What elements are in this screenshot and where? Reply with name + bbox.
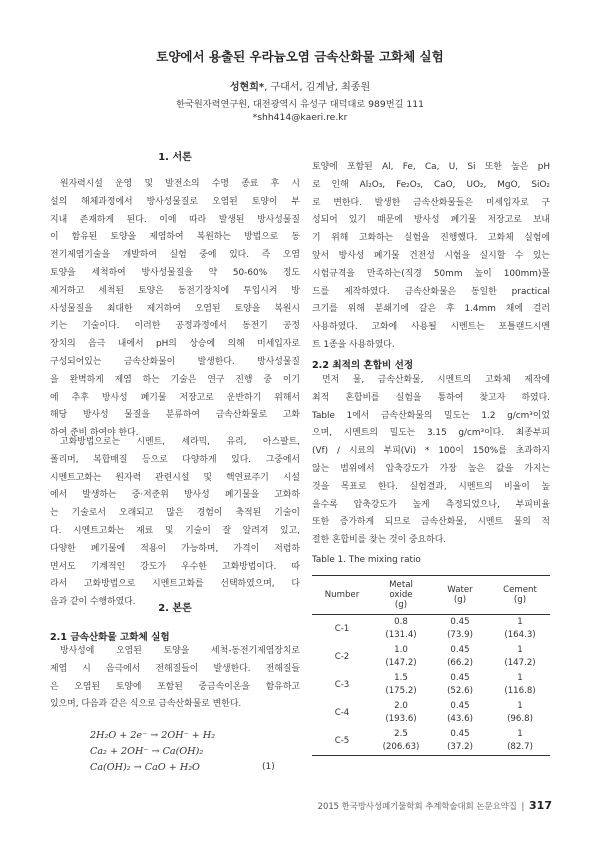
equation-number: (1) bbox=[262, 762, 275, 772]
table-caption: Table 1. The mixing ratio bbox=[312, 555, 421, 565]
table-row bbox=[312, 671, 550, 699]
metal-grams: (131.4) bbox=[385, 630, 417, 640]
column-header-text: oxide bbox=[389, 590, 413, 600]
text-line: 제거하고 세척된 토양은 동전기장치에 투입시켜 방 bbox=[50, 285, 300, 296]
water-grams: (66.2) bbox=[447, 658, 473, 668]
column-header bbox=[312, 576, 372, 614]
column-header bbox=[372, 576, 430, 614]
column-header bbox=[430, 576, 490, 614]
cement-grams: (147.2) bbox=[504, 658, 536, 668]
text-line: 음과 같이 수행하였다. bbox=[50, 597, 136, 608]
column2-paragraph bbox=[312, 159, 550, 355]
row-number: C-4 bbox=[334, 708, 350, 718]
cement-grams: (116.8) bbox=[504, 686, 536, 696]
text-line: 기 위해 고화하는 실험을 진행했다. 고화체 실험에 bbox=[312, 233, 550, 244]
text-line: 최적 혼합비를 실험을 통하여 찾고자 하였다. bbox=[312, 392, 550, 403]
text-line: 드를 제작하였다. 금속산화물은 동일한 practical bbox=[312, 286, 550, 297]
column-header-text: Metal bbox=[389, 580, 413, 590]
metal-grams: (193.6) bbox=[385, 714, 417, 724]
text-line: 또한 증가하게 되므로 금속산화물, 시멘트 물의 적 bbox=[312, 517, 550, 528]
text-line: 장치의 음극 내에서 pH의 상승에 의해 미세입자로 bbox=[50, 339, 300, 350]
intro-paragraph-2 bbox=[50, 434, 300, 612]
water-ratio: 0.45 bbox=[450, 617, 470, 627]
author-line bbox=[0, 78, 600, 93]
metal-grams: (147.2) bbox=[385, 658, 417, 668]
metal-ratio: 2.0 bbox=[394, 701, 408, 711]
text-line: 전기제염기술을 개발하여 실험 중에 있다. 즉 오염 bbox=[50, 250, 300, 261]
cement-grams: (82.7) bbox=[507, 742, 533, 752]
text-line: 에서 발생하는 중·저준위 방사성 폐기물을 고화하 bbox=[50, 490, 300, 501]
lead-author: 성현희 bbox=[229, 82, 259, 93]
text-line: 은 오염된 토양에 포함된 중금속이온을 함유하고 bbox=[50, 681, 300, 692]
text-line: 으며, 시멘트의 밀도는 3.15 g/cm³이다. 최종부피 bbox=[312, 428, 550, 439]
text-line: 토양을 세척하여 방사성물질을 약 50-60% 정도 bbox=[50, 267, 300, 278]
text-line: 라서 고화방법으로 시멘트고화를 선택하였으며, 다 bbox=[50, 579, 300, 590]
section-2-2-heading: 2.2 최적의 혼합비 선정 bbox=[312, 360, 414, 371]
water-ratio: 0.45 bbox=[450, 673, 470, 683]
table-header bbox=[312, 576, 550, 615]
text-line: 트 1종을 사용하였다. bbox=[312, 339, 395, 350]
metal-ratio: 0.8 bbox=[394, 617, 408, 627]
cement-ratio: 1 bbox=[517, 645, 523, 655]
text-line: 먼저 물, 금속산화물, 시멘트의 고화체 제작에 bbox=[322, 375, 550, 385]
equation-2: Ca₂ + 2OH⁻ → Ca(OH)₂ bbox=[90, 746, 204, 757]
table-row bbox=[312, 727, 550, 755]
text-line: 로 변한다. 발생한 금속산화물들은 미세입자로 구 bbox=[312, 197, 550, 208]
affiliation: 한국원자력연구원, 대전광역시 유성구 대덕대로 989번길 111 bbox=[176, 99, 424, 110]
section-2-1-heading: 2.1 금속산화물 고화체 실험 bbox=[50, 632, 170, 643]
text-line: 시멘트고화는 원자력 관련시설 및 핵연료주기 시설 bbox=[50, 472, 300, 483]
intro-paragraph-1 bbox=[50, 176, 300, 443]
metal-ratio: 2.5 bbox=[394, 729, 408, 739]
text-line: 면서도 기계적인 강도가 우수한 고화방법이다. 따 bbox=[50, 561, 300, 572]
intro-heading: 1. 서론 bbox=[158, 152, 192, 163]
metal-ratio: 1.0 bbox=[394, 645, 408, 655]
coauthors: , 구대서, 김계남, 최종원 bbox=[264, 82, 371, 93]
footer-text: 2015 한국방사성폐기물학회 추계학술대회 논문요약집 bbox=[317, 801, 517, 811]
lead-author-mark: * bbox=[258, 82, 265, 93]
text-line: 고화방법으로는 시멘트, 세라믹, 유리, 아스팔트, bbox=[60, 437, 300, 447]
text-line: 키는 기술이다. 이러한 공정과정에서 동전기 공정 bbox=[50, 321, 300, 332]
text-line: 절한 혼합비를 찾는 것이 중요하다. bbox=[312, 535, 447, 546]
text-line: 이 함유된 토양을 제염하여 복원하는 방법으로 동 bbox=[50, 232, 300, 243]
text-line: 토양에 포함된 Al, Fe, Ca, U, Si 또한 높은 pH bbox=[312, 162, 550, 172]
table-row bbox=[312, 643, 550, 671]
text-line: 설의 해체과정에서 방사성물질로 오염된 토양이 부 bbox=[50, 196, 300, 207]
text-line: 지내 존재하게 된다. 이에 따라 발생된 방사성물질 bbox=[50, 214, 300, 225]
row-number: C-3 bbox=[334, 680, 350, 690]
text-line: 성되어 있기 때문에 방사성 폐기물 저장고로 보내 bbox=[312, 215, 550, 226]
text-line: 다. 시멘트고화는 재료 및 기술이 잘 알려져 있고, bbox=[50, 525, 300, 536]
section-2-1-paragraph bbox=[50, 643, 300, 714]
column-header-text: Number bbox=[324, 590, 360, 600]
row-number: C-1 bbox=[334, 624, 350, 634]
equation-1: 2H₂O + 2e⁻ → 2OH⁻ + H₂ bbox=[90, 730, 216, 741]
text-line: 있으며, 다음과 같은 식으로 금속산화물로 변한다. bbox=[50, 699, 242, 710]
text-line: 않는 범위에서 압축강도가 가장 높은 값을 가지는 bbox=[312, 463, 550, 474]
text-line: 시험규격을 만족하는(직경 50mm 높이 100mm)몰 bbox=[312, 268, 550, 279]
water-grams: (73.9) bbox=[447, 630, 473, 640]
row-number: C-2 bbox=[334, 652, 350, 662]
paper-title: 토양에서 용출된 우라늄오염 금속산화물 고화체 실험 bbox=[156, 49, 444, 64]
water-ratio: 0.45 bbox=[450, 729, 470, 739]
cement-grams: (164.3) bbox=[504, 630, 536, 640]
metal-grams: (175.2) bbox=[385, 686, 417, 696]
water-grams: (52.6) bbox=[447, 686, 473, 696]
text-line: (Vf) / 시료의 부피(Vi) * 100이 150%를 초과하지 bbox=[312, 446, 550, 457]
cement-ratio: 1 bbox=[517, 617, 523, 627]
equation-3: Ca(OH)₂ → CaO + H₂O bbox=[90, 762, 200, 773]
page-number: 317 bbox=[529, 799, 552, 812]
column-header-text: (g) bbox=[394, 600, 408, 610]
text-line: 방사성에 오염된 토양을 세척-동전기제염장치로 bbox=[60, 646, 300, 656]
table-body bbox=[312, 615, 550, 755]
text-line: 원자력시설 운영 및 발전소의 수명 종료 후 시 bbox=[60, 179, 300, 189]
text-line: 사용하였다. 고화에 사용될 시멘트는 포틀랜드시멘 bbox=[312, 322, 550, 333]
column-header-text: Water bbox=[447, 585, 473, 595]
cement-ratio: 1 bbox=[517, 701, 523, 711]
row-number: C-5 bbox=[334, 736, 350, 746]
cement-ratio: 1 bbox=[517, 673, 523, 683]
text-line: 크기를 위해 분쇄기에 갈은 후 1.4mm 채에 걸러 bbox=[312, 304, 550, 315]
text-line: 사성물질을 최대한 제거하여 오염된 토양을 복원시 bbox=[50, 303, 300, 314]
text-line: Table 1에서 금속산화물의 밀도는 1.2 g/cm³이었 bbox=[312, 410, 550, 421]
section-2-2-paragraph bbox=[312, 372, 550, 550]
text-line: 로 인해 Al₂O₃, Fe₂O₃, CaO, UO₂, MgO, SiO₂ bbox=[312, 179, 550, 190]
text-line: 해당 방사성 물질을 분류하여 금속산화물로 고화 bbox=[50, 410, 300, 421]
page-footer bbox=[318, 799, 552, 812]
email: *shh414@kaeri.re.kr bbox=[252, 112, 348, 123]
column-header-text: (g) bbox=[513, 595, 527, 605]
column-header bbox=[490, 576, 550, 614]
water-ratio: 0.45 bbox=[450, 701, 470, 711]
text-line: 제염 시 음극에서 전해질들이 발생한다. 전해질들 bbox=[50, 663, 300, 674]
metal-ratio: 1.5 bbox=[394, 673, 408, 683]
table-row bbox=[312, 699, 550, 727]
text-line: 에 추후 방사성 폐기물 저장고로 운반하기 위해서 bbox=[50, 392, 300, 403]
water-grams: (43.6) bbox=[447, 714, 473, 724]
column-header-text: Cement bbox=[503, 585, 537, 595]
cement-ratio: 1 bbox=[517, 729, 523, 739]
footer-separator: | bbox=[521, 801, 525, 811]
water-grams: (37.2) bbox=[447, 742, 473, 752]
column-header-text: (g) bbox=[453, 595, 467, 605]
body-heading: 2. 본론 bbox=[158, 603, 192, 614]
table-row bbox=[312, 615, 550, 643]
mixing-table bbox=[312, 575, 550, 756]
text-line: 을수록 압축강도가 높게 측정되었으나, 부피비율 bbox=[312, 499, 550, 510]
text-line: 것을 목표로 한다. 실험결과, 시멘트의 비율이 높 bbox=[312, 481, 550, 492]
water-ratio: 0.45 bbox=[450, 645, 470, 655]
metal-grams: (206.63) bbox=[382, 742, 420, 752]
text-line: 구성되어있는 금속산화물이 발생한다. 방사성물질 bbox=[50, 356, 300, 367]
text-line: 폴리머, 복합매질 등으로 다양하게 있다. 그중에서 bbox=[50, 454, 300, 465]
text-line: 앞서 방사성 폐기물 건전성 시험을 실시할 수 있는 bbox=[312, 250, 550, 261]
text-line: 하여 준비 하여야 한다. bbox=[50, 428, 139, 439]
text-line: 다양한 폐기물에 적용이 가능하며, 가격이 저렴하 bbox=[50, 543, 300, 554]
cement-grams: (96.8) bbox=[507, 714, 533, 724]
text-line: 을 완벽하게 제염 하는 기술은 연구 진행 중 이기 bbox=[50, 374, 300, 385]
text-line: 는 기술로서 오래되고 많은 경험이 축적된 기술이 bbox=[50, 508, 300, 519]
